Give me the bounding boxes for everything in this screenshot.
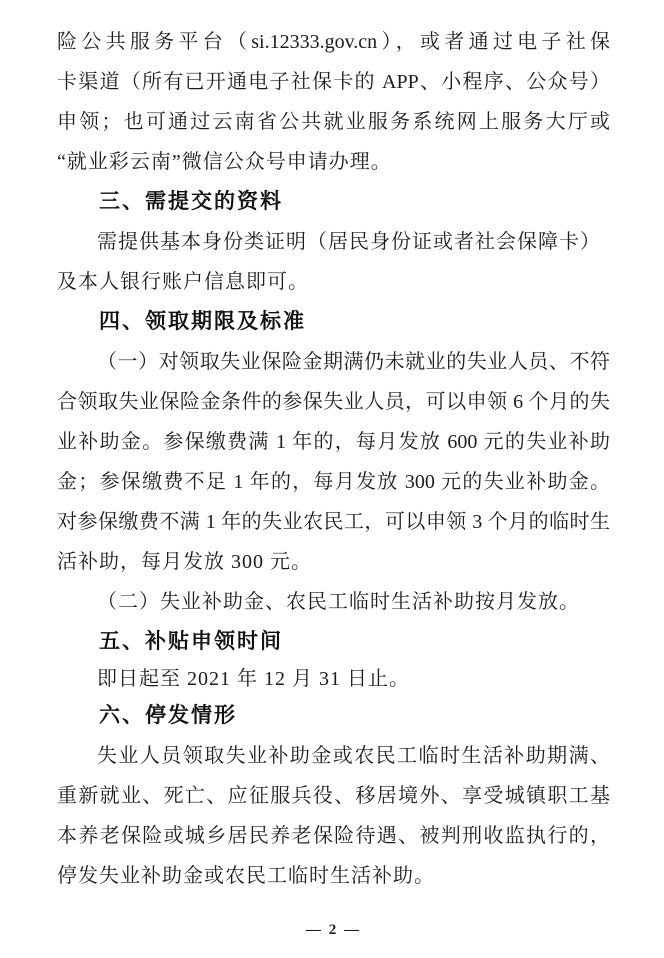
text-line: 需提供基本身份类证明（居民身份证或者社会保障卡）	[97, 231, 601, 253]
text-line: 及本人银行账户信息即可。	[57, 271, 309, 293]
document-body	[57, 22, 610, 896]
text-line: 合领取失业保险金条件的参保失业人员，可以申领 6 个月的失	[57, 391, 610, 413]
section-heading: 六、停发情形	[99, 704, 237, 727]
text-line: 险公共服务平台（si.12333.gov.cn），或者通过电子社保	[57, 31, 610, 53]
text-line: 即日起至 2021 年 12 月 31 日止。	[97, 668, 410, 690]
text-line: （一）对领取失业保险金期满仍未就业的失业人员、不符	[97, 351, 610, 373]
text-line: 对参保缴费不满 1 年的失业农民工，可以申领 3 个月的临时生	[57, 511, 610, 533]
text-line: 卡渠道（所有已开通电子社保卡的 APP、小程序、公众号）	[57, 71, 610, 93]
text-line: 申领；也可通过云南省公共就业服务系统网上服务大厅或	[57, 111, 610, 133]
section-heading: 五、补贴申领时间	[99, 630, 283, 653]
text-line: 金；参保缴费不足 1 年的，每月发放 300 元的失业补助金。	[57, 471, 610, 493]
text-line: “就业彩云南”微信公众号申请办理。	[57, 151, 392, 173]
text-line: 业补助金。参保缴费满 1 年的，每月发放 600 元的失业补助	[57, 431, 610, 453]
section-heading: 三、需提交的资料	[99, 190, 283, 213]
section-heading: 四、领取期限及标准	[99, 310, 306, 333]
text-line: 失业人员领取失业补助金或农民工临时生活补助期满、	[97, 745, 610, 767]
text-line: （二）失业补助金、农民工临时生活补助按月发放。	[97, 591, 580, 613]
text-line: 重新就业、死亡、应征服兵役、移居境外、享受城镇职工基	[57, 785, 610, 807]
text-line: 停发失业补助金或农民工临时生活补助。	[57, 865, 435, 887]
text-line: 本养老保险或城乡居民养老保险待遇、被判刑收监执行的，	[57, 825, 610, 847]
text-line: 活补助，每月发放 300 元。	[57, 551, 312, 573]
page-number: — 2 —	[306, 922, 361, 938]
